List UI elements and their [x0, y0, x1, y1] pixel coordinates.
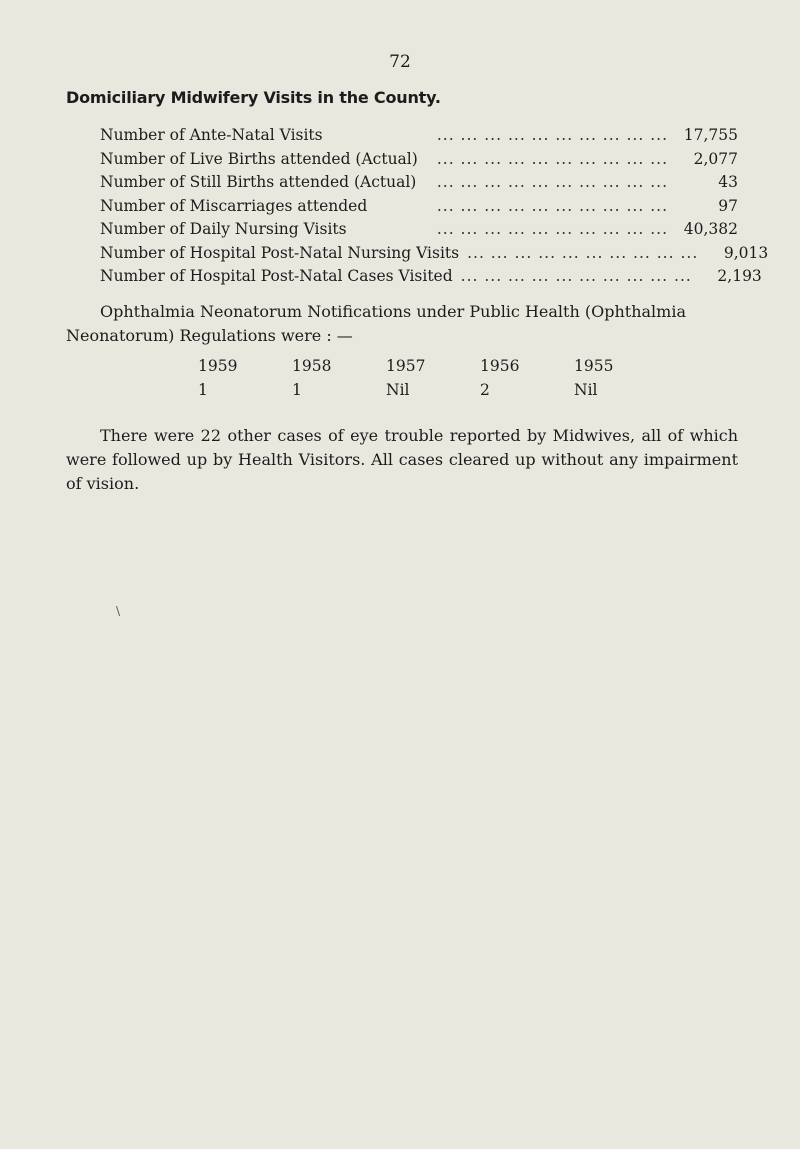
page-number: 72 [389, 52, 411, 72]
dot-leader: ... ... ... ... ... ... ... ... ... ... [467, 243, 699, 262]
section-title: Domiciliary Midwifery Visits in the County. [66, 88, 441, 107]
dot-leader: ... ... ... ... ... ... ... ... ... ... [436, 196, 668, 215]
dot-leader: ... ... ... ... ... ... ... ... ... ... [436, 126, 668, 144]
visit-value: 40,382 [683, 220, 738, 238]
year-cell: 1957 [386, 357, 426, 375]
dot-leader: ... ... ... ... ... ... ... ... ... ... [436, 220, 668, 238]
visit-label: Number of Hospital Post-Natal Nursing Visits [100, 243, 460, 262]
year-cell: 1959 [198, 357, 238, 375]
visit-value: 2,077 [693, 149, 738, 168]
visit-label: Number of Hospital Post-Natal Cases Visited [100, 267, 453, 285]
eye-trouble-paragraph: There were 22 other cases of eye trouble reported by Midwives, all of which were followed up by Health Visitors. All cases cleared up without any impairment of vision. [66, 426, 738, 493]
visit-label: Number of Still Births attended (Actual) [100, 173, 417, 191]
year-cell: 1955 [574, 357, 614, 375]
count-cell: 1 [198, 381, 208, 399]
visits-list [100, 126, 769, 291]
count-cell: 1 [292, 381, 302, 399]
count-cell: Nil [574, 381, 598, 399]
visit-row [100, 220, 738, 244]
visit-label: Number of Miscarriages attended [100, 196, 368, 215]
counts-row [198, 378, 668, 402]
dot-leader: ... ... ... ... ... ... ... ... ... ... [460, 267, 692, 285]
visit-value: 9,013 [723, 243, 769, 262]
count-cell: Nil [386, 381, 410, 399]
visit-value: 17,755 [683, 126, 738, 144]
visit-label: Number of Ante-Natal Visits [100, 126, 323, 144]
visit-value: 2,193 [717, 267, 762, 285]
year-cell: 1958 [292, 357, 332, 375]
visit-value: 97 [718, 196, 738, 215]
ophthalmia-text-line2: Neonatorum) Regulations were : — [66, 326, 353, 345]
dot-leader: ... ... ... ... ... ... ... ... ... ... [436, 149, 668, 168]
dot-leader: ... ... ... ... ... ... ... ... ... ... [436, 173, 668, 191]
visit-row [100, 173, 738, 197]
visit-value: 43 [718, 173, 738, 191]
visit-row [100, 197, 738, 221]
visit-row [100, 126, 738, 150]
years-row [198, 354, 668, 378]
year-cell: 1956 [480, 357, 520, 375]
visit-label: Number of Live Births attended (Actual) [100, 149, 418, 168]
visit-row [100, 150, 738, 174]
visit-label: Number of Daily Nursing Visits [100, 220, 347, 238]
ophthalmia-table [198, 354, 668, 402]
ophthalmia-paragraph [66, 300, 738, 348]
count-cell: 2 [480, 381, 490, 399]
visit-row [100, 243, 769, 268]
stray-mark: \ [116, 604, 121, 618]
visit-row [100, 267, 762, 291]
ophthalmia-text-line1: Ophthalmia Neonatorum Notifications under Public Health (Ophthalmia [100, 302, 686, 321]
